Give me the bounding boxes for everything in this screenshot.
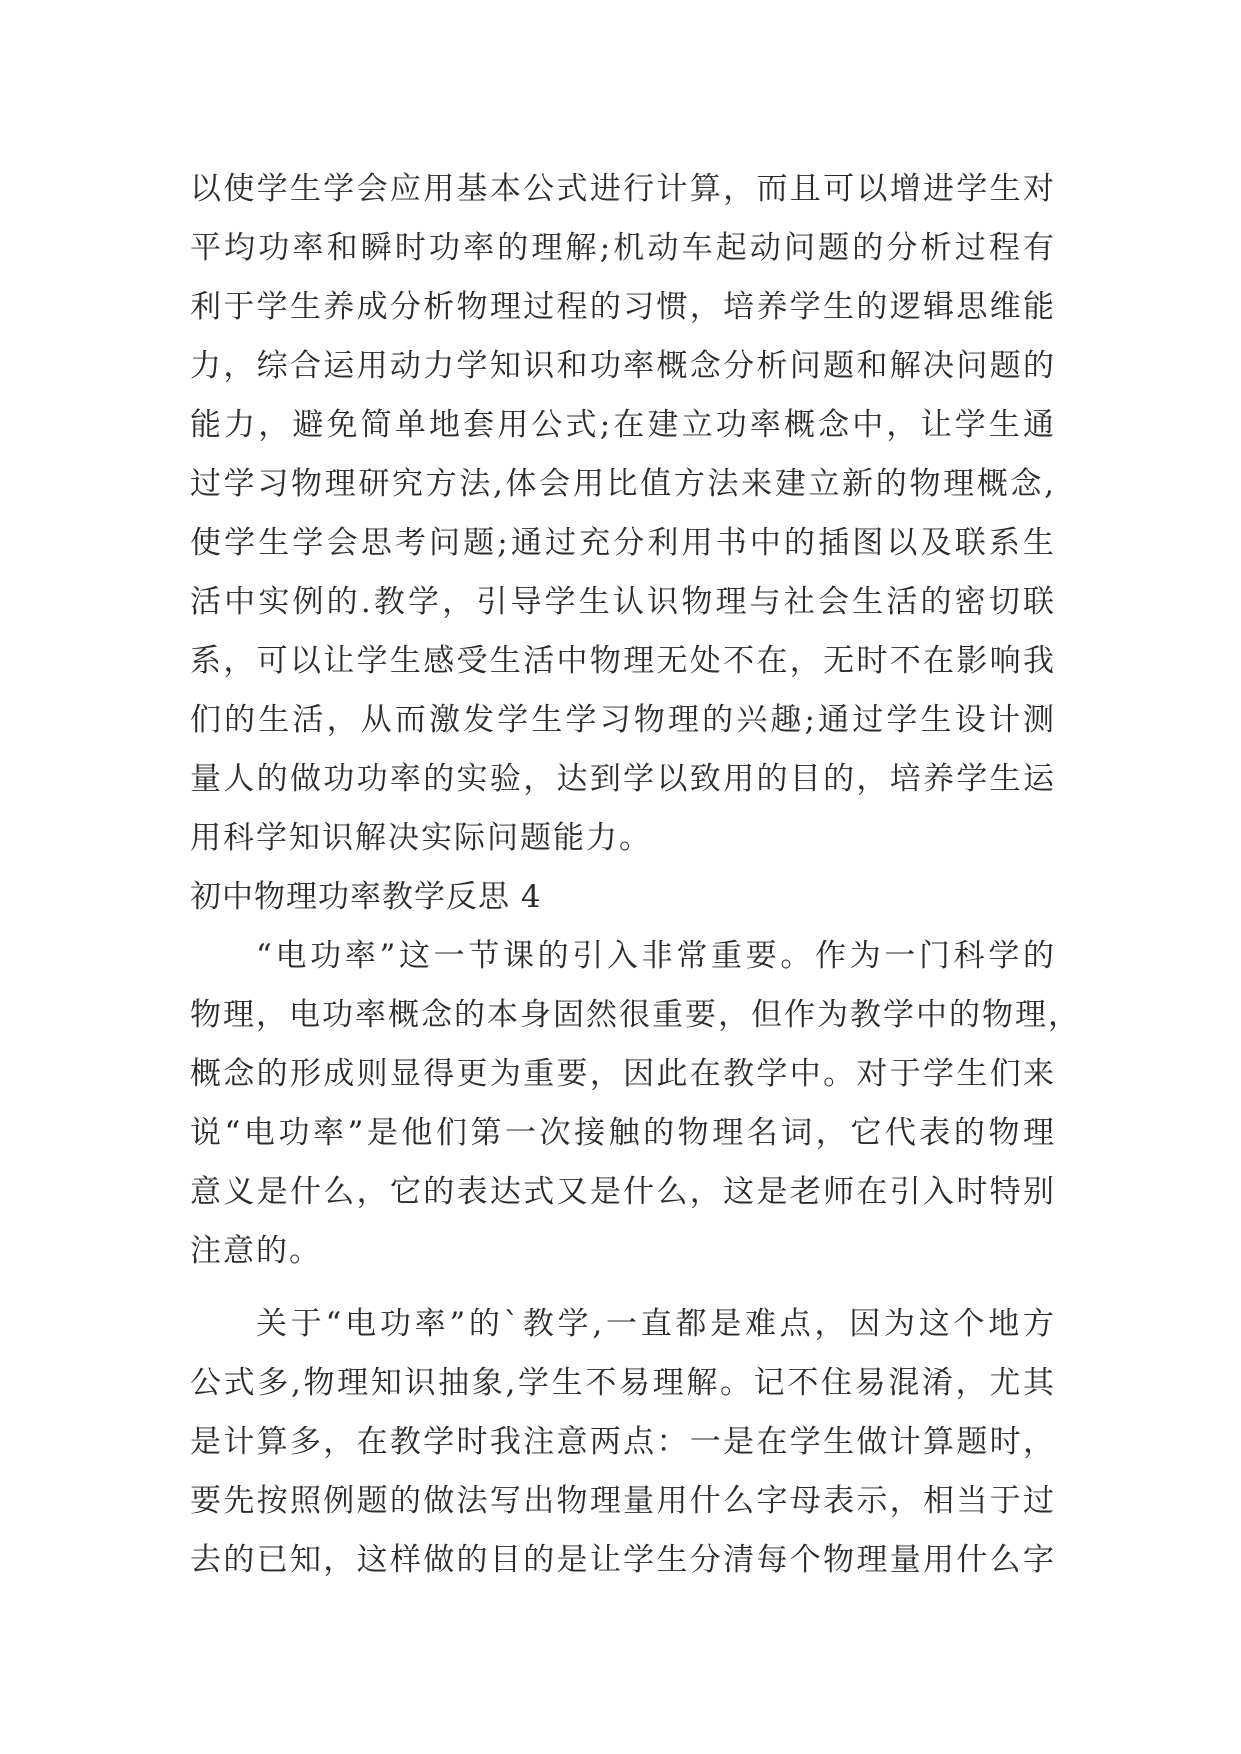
text-line: 是计算多，在教学时我注意两点：一是在学生做计算题时， (190, 1424, 1056, 1460)
text-line: 过学习物理研究方法,体会用比值方法来建立新的物理概念, (190, 466, 1056, 502)
text-line: 用科学知识解决实际问题能力。 (190, 820, 652, 856)
text-line: 物理，电功率概念的本身固然很重要，但作为教学中的物理， (190, 997, 1081, 1033)
text-line: 意义是什么，它的表达式又是什么，这是老师在引入时特别 (190, 1174, 1056, 1210)
previous-section-paragraph (190, 160, 1056, 868)
paragraph-spacer (190, 1281, 1056, 1295)
text-line: 注意的。 (190, 1233, 322, 1269)
text-line: 活中实例的.教学，引导学生认识物理与社会生活的密切联 (190, 584, 1056, 620)
text-line: 说“电功率”是他们第一次接触的物理名词，它代表的物理 (190, 1115, 1056, 1151)
text-line: 关于“电功率”的`教学,一直都是难点，因为这个地方 (256, 1306, 1056, 1342)
section-4-paragraph-2 (190, 1295, 1056, 1590)
text-line: 使学生学会思考问题;通过充分利用书中的插图以及联系生 (190, 525, 1056, 561)
text-line: 要先按照例题的做法写出物理量用什么字母表示，相当于过 (190, 1483, 1056, 1519)
text-line: 系，可以让学生感受生活中物理无处不在，无时不在影响我 (190, 643, 1056, 679)
text-line: 利于学生养成分析物理过程的习惯，培养学生的逻辑思维能 (190, 289, 1056, 325)
text-line: 们的生活，从而激发学生学习物理的兴趣;通过学生设计测 (190, 702, 1056, 738)
text-line: 概念的形成则显得更为重要，因此在教学中。对于学生们来 (190, 1056, 1056, 1092)
document-body (190, 160, 1081, 1590)
text-line: 去的已知，这样做的目的是让学生分清每个物理量用什么字 (190, 1542, 1056, 1578)
text-line: “电功率”这一节课的引入非常重要。作为一门科学的 (256, 938, 1056, 974)
section-heading: 初中物理功率教学反思 4 (190, 879, 542, 915)
text-line: 力，综合运用动力学知识和功率概念分析问题和解决问题的 (190, 348, 1056, 384)
text-line: 以使学生学会应用基本公式进行计算，而且可以增进学生对 (190, 171, 1056, 207)
text-line: 能力，避免简单地套用公式;在建立功率概念中，让学生通 (190, 407, 1056, 443)
section-4-paragraph-1 (190, 927, 1081, 1281)
text-line: 量人的做功功率的实验，达到学以致用的目的，培养学生运 (190, 761, 1056, 797)
text-line: 平均功率和瞬时功率的理解;机动车起动问题的分析过程有 (190, 230, 1056, 266)
text-line: 公式多,物理知识抽象,学生不易理解。记不住易混淆，尤其 (190, 1365, 1056, 1401)
